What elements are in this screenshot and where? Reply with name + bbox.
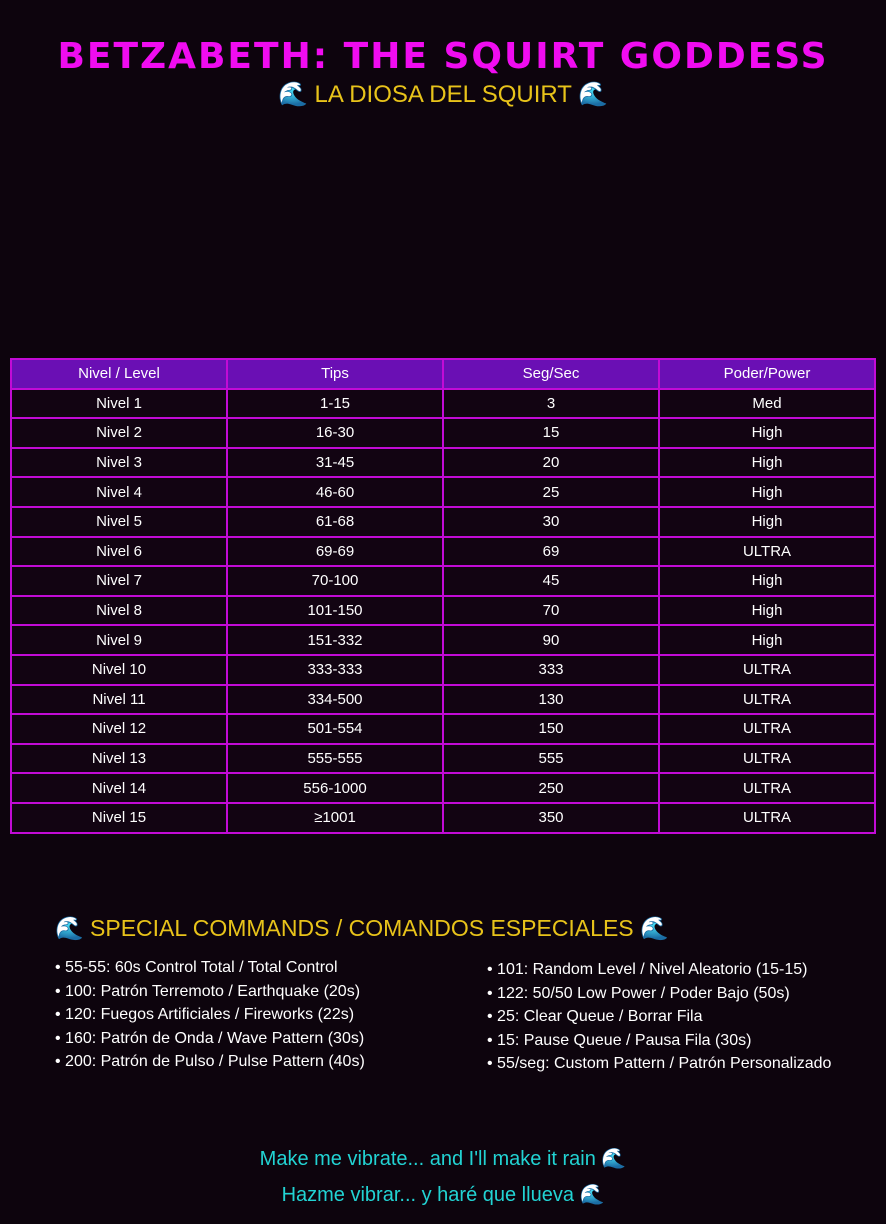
table-row: [11, 803, 875, 833]
page-subtitle: 🌊 LA DIOSA DEL SQUIRT 🌊: [277, 81, 609, 108]
levels-table: [10, 358, 876, 834]
list-item: • 55-55: 60s Control Total / Total Control: [55, 958, 365, 982]
table-row: [11, 744, 875, 774]
cell-level: Nivel 5: [11, 507, 227, 537]
cell-seconds: 45: [443, 566, 659, 596]
cell-level: Nivel 9: [11, 625, 227, 655]
footer-line-english: Make me vibrate... and I'll make it rain 🌊: [259, 1148, 627, 1170]
cell-level: Nivel 7: [11, 566, 227, 596]
cell-seconds: 333: [443, 655, 659, 685]
table-row: [11, 566, 875, 596]
commands-list-left: [55, 958, 365, 1076]
cell-power: ULTRA: [659, 655, 875, 685]
cell-seconds: 20: [443, 448, 659, 478]
cell-level: Nivel 11: [11, 685, 227, 715]
cell-tips: 555-555: [227, 744, 443, 774]
table-row: [11, 625, 875, 655]
cell-level: Nivel 2: [11, 418, 227, 448]
column-header-level: Nivel / Level: [11, 359, 227, 389]
cell-level: Nivel 3: [11, 448, 227, 478]
list-item: • 122: 50/50 Low Power / Poder Bajo (50s): [487, 984, 831, 1008]
table-row: [11, 596, 875, 626]
table-row: [11, 507, 875, 537]
cell-power: ULTRA: [659, 803, 875, 833]
cell-power: High: [659, 448, 875, 478]
cell-power: ULTRA: [659, 685, 875, 715]
cell-tips: 334-500: [227, 685, 443, 715]
cell-level: Nivel 1: [11, 389, 227, 419]
cell-seconds: 250: [443, 773, 659, 803]
column-header-power: Poder/Power: [659, 359, 875, 389]
cell-seconds: 3: [443, 389, 659, 419]
list-item: • 101: Random Level / Nivel Aleatorio (15-15): [487, 960, 831, 984]
cell-seconds: 130: [443, 685, 659, 715]
table-row: [11, 537, 875, 567]
table-row: [11, 389, 875, 419]
cell-power: High: [659, 477, 875, 507]
cell-tips: 333-333: [227, 655, 443, 685]
list-item: • 55/seg: Custom Pattern / Patrón Personalizado: [487, 1054, 831, 1078]
table-row: [11, 685, 875, 715]
cell-power: High: [659, 596, 875, 626]
cell-level: Nivel 13: [11, 744, 227, 774]
cell-tips: 1-15: [227, 389, 443, 419]
list-item: • 160: Patrón de Onda / Wave Pattern (30s): [55, 1029, 365, 1053]
special-commands-heading: 🌊 SPECIAL COMMANDS / COMANDOS ESPECIALES 🌊: [55, 915, 669, 941]
cell-seconds: 70: [443, 596, 659, 626]
list-item: • 25: Clear Queue / Borrar Fila: [487, 1007, 831, 1031]
cell-level: Nivel 14: [11, 773, 227, 803]
cell-tips: 151-332: [227, 625, 443, 655]
cell-seconds: 350: [443, 803, 659, 833]
cell-seconds: 30: [443, 507, 659, 537]
table-row: [11, 448, 875, 478]
cell-seconds: 90: [443, 625, 659, 655]
cell-seconds: 555: [443, 744, 659, 774]
cell-power: ULTRA: [659, 714, 875, 744]
cell-tips: 556-1000: [227, 773, 443, 803]
cell-seconds: 69: [443, 537, 659, 567]
cell-tips: 31-45: [227, 448, 443, 478]
cell-tips: 61-68: [227, 507, 443, 537]
cell-tips: ≥1001: [227, 803, 443, 833]
cell-power: ULTRA: [659, 537, 875, 567]
cell-power: Med: [659, 389, 875, 419]
column-header-tips: Tips: [227, 359, 443, 389]
table-row: [11, 714, 875, 744]
column-header-seconds: Seg/Sec: [443, 359, 659, 389]
cell-power: High: [659, 625, 875, 655]
cell-power: ULTRA: [659, 773, 875, 803]
commands-list-right: [487, 960, 831, 1078]
table-row: [11, 655, 875, 685]
cell-level: Nivel 6: [11, 537, 227, 567]
cell-power: High: [659, 418, 875, 448]
list-item: • 100: Patrón Terremoto / Earthquake (20s): [55, 982, 365, 1006]
cell-tips: 69-69: [227, 537, 443, 567]
cell-power: High: [659, 507, 875, 537]
cell-tips: 46-60: [227, 477, 443, 507]
cell-level: Nivel 12: [11, 714, 227, 744]
page-title: BETZABETH: THE SQUIRT GODDESS: [57, 36, 829, 77]
list-item: • 200: Patrón de Pulso / Pulse Pattern (40s): [55, 1052, 365, 1076]
table-row: [11, 418, 875, 448]
cell-seconds: 150: [443, 714, 659, 744]
footer-line-spanish: Hazme vibrar... y haré que llueva 🌊: [281, 1184, 605, 1206]
cell-level: Nivel 10: [11, 655, 227, 685]
cell-tips: 101-150: [227, 596, 443, 626]
table-row: [11, 773, 875, 803]
list-item: • 15: Pause Queue / Pausa Fila (30s): [487, 1031, 831, 1055]
cell-level: Nivel 8: [11, 596, 227, 626]
cell-level: Nivel 15: [11, 803, 227, 833]
table-row: [11, 477, 875, 507]
cell-level: Nivel 4: [11, 477, 227, 507]
list-item: • 120: Fuegos Artificiales / Fireworks (22s): [55, 1005, 365, 1029]
cell-tips: 501-554: [227, 714, 443, 744]
table-header-row: [11, 359, 875, 389]
cell-seconds: 25: [443, 477, 659, 507]
cell-tips: 70-100: [227, 566, 443, 596]
cell-power: ULTRA: [659, 744, 875, 774]
cell-seconds: 15: [443, 418, 659, 448]
cell-power: High: [659, 566, 875, 596]
cell-tips: 16-30: [227, 418, 443, 448]
